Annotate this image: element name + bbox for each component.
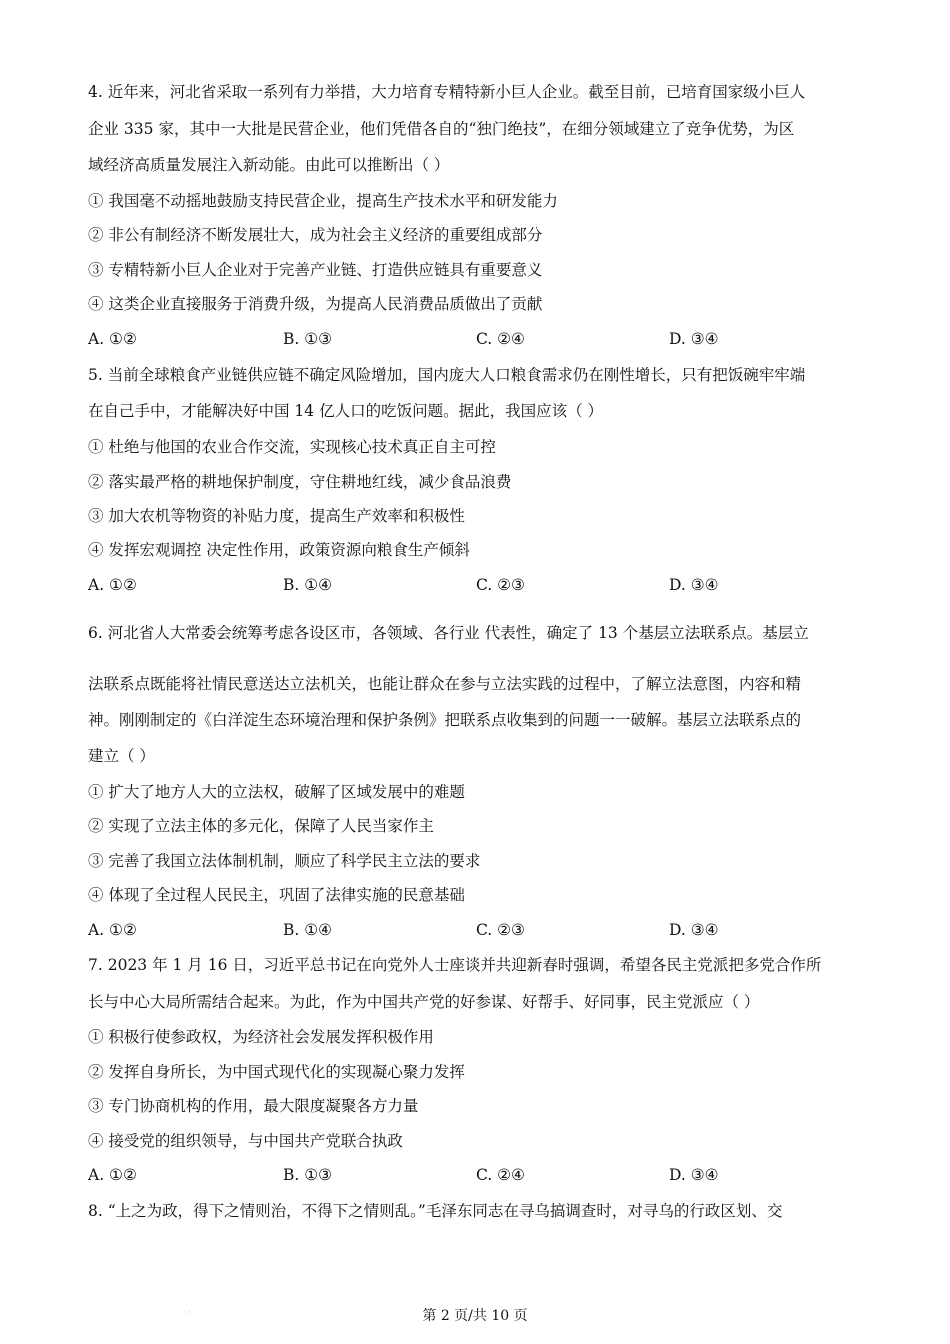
q6-option-b: B. ①④ <box>283 921 333 939</box>
q5-item-3: ③ 加大农机等物资的补贴力度，提高生产效率和积极性 <box>88 507 465 525</box>
q5-item-1: ① 杜绝与他国的农业合作交流，实现核心技术真正自主可控 <box>88 438 496 456</box>
q6-stem-line-4: 建立（ ） <box>88 747 155 765</box>
page-number: 第 2 页/共 10 页 <box>422 1308 528 1324</box>
q4-item-4: ④ 这类企业直接服务于消费升级，为提高人民消费品质做出了贡献 <box>88 295 543 313</box>
scan-speck: · <box>188 1308 191 1317</box>
q6-options <box>88 920 868 940</box>
q5-option-a: A. ①② <box>88 576 137 594</box>
q5-item-4: ④ 发挥宏观调控 决定性作用，政策资源向粮食生产倾斜 <box>88 541 470 559</box>
q4-option-a: A. ①② <box>88 330 137 348</box>
q5-item-2: ② 落实最严格的耕地保护制度，守住耕地红线，减少食品浪费 <box>88 473 512 491</box>
q5-option-b: B. ①④ <box>283 576 333 594</box>
q6-item-1: ① 扩大了地方人大的立法权，破解了区域发展中的难题 <box>88 783 465 801</box>
q7-item-3: ③ 专门协商机构的作用，最大限度凝聚各方力量 <box>88 1097 419 1115</box>
q6-item-2: ② 实现了立法主体的多元化，保障了人民当家作主 <box>88 817 434 835</box>
q7-item-2: ② 发挥自身所长，为中国式现代化的实现凝心聚力发挥 <box>88 1063 465 1081</box>
q4-option-c: C. ②④ <box>476 330 525 348</box>
q6-stem-line-1: 6. 河北省人大常委会统筹考虑各设区市，各领域、各行业 代表性，确定了 13 个基层立法联系点。基层立 <box>88 624 809 642</box>
q6-item-3: ③ 完善了我国立法体制机制，顺应了科学民主立法的要求 <box>88 852 481 870</box>
q6-option-c: C. ②③ <box>476 921 525 939</box>
q5-stem-line-1: 5. 当前全球粮食产业链供应链不确定风险增加，国内庞大人口粮食需求仍在刚性增长，只有把饭碗牢牢端 <box>88 366 806 384</box>
q6-option-a: A. ①② <box>88 921 137 939</box>
q4-stem-line-1: 4. 近年来，河北省采取一系列有力举措，大力培育专精特新小巨人企业。截至目前，已培育国家级小巨人 <box>88 83 806 101</box>
q4-stem-line-2: 企业 335 家，其中一大批是民营企业，他们凭借各自的“独门绝技”，在细分领域建立了竞争优势，为区 <box>88 120 795 138</box>
q7-option-d: D. ③④ <box>669 1166 719 1184</box>
q4-stem-line-3: 域经济高质量发展注入新动能。由此可以推断出（ ） <box>88 156 450 174</box>
q4-item-3: ③ 专精特新小巨人企业对于完善产业链、打造供应链具有重要意义 <box>88 261 543 279</box>
q6-item-4: ④ 体现了全过程人民民主，巩固了法律实施的民意基础 <box>88 886 465 904</box>
q5-stem-line-2: 在自己手中，才能解决好中国 14 亿人口的吃饭问题。据此，我国应该（ ） <box>88 402 604 420</box>
q4-option-d: D. ③④ <box>669 330 719 348</box>
q8-stem-line-1: 8. “上之为政，得下之情则治，不得下之情则乱。”毛泽东同志在寻乌搞调查时，对寻乌的行政区划、交 <box>88 1202 783 1220</box>
q5-option-d: D. ③④ <box>669 576 719 594</box>
q7-stem-line-1: 7. 2023 年 1 月 16 日，习近平总书记在向党外人士座谈并共迎新春时强调，希望各民主党派把多党合作所 <box>88 956 822 974</box>
q5-option-c: C. ②③ <box>476 576 525 594</box>
q4-option-b: B. ①③ <box>283 330 333 348</box>
q7-options <box>88 1165 868 1185</box>
q6-stem-line-3: 神。刚刚制定的《白洋淀生态环境治理和保护条例》把联系点收集到的问题一一破解。基层立法联系点的 <box>88 711 802 729</box>
q4-options <box>88 329 868 349</box>
q6-option-d: D. ③④ <box>669 921 719 939</box>
q5-options <box>88 575 868 595</box>
q7-option-c: C. ②④ <box>476 1166 525 1184</box>
q4-item-2: ② 非公有制经济不断发展壮大，成为社会主义经济的重要组成部分 <box>88 226 543 244</box>
q7-option-b: B. ①③ <box>283 1166 333 1184</box>
q7-item-1: ① 积极行使参政权，为经济社会发展发挥积极作用 <box>88 1028 434 1046</box>
q7-stem-line-2: 长与中心大局所需结合起来。为此，作为中国共产党的好参谋、好帮手、好同事，民主党派应（ ） <box>88 993 760 1011</box>
q4-item-1: ① 我国毫不动摇地鼓励支持民营企业，提高生产技术水平和研发能力 <box>88 192 558 210</box>
q7-option-a: A. ①② <box>88 1166 137 1184</box>
q6-stem-line-2: 法联系点既能将社情民意送达立法机关，也能让群众在参与立法实践的过程中，了解立法意图，内容和精 <box>88 675 802 693</box>
q7-item-4: ④ 接受党的组织领导，与中国共产党联合执政 <box>88 1132 403 1150</box>
